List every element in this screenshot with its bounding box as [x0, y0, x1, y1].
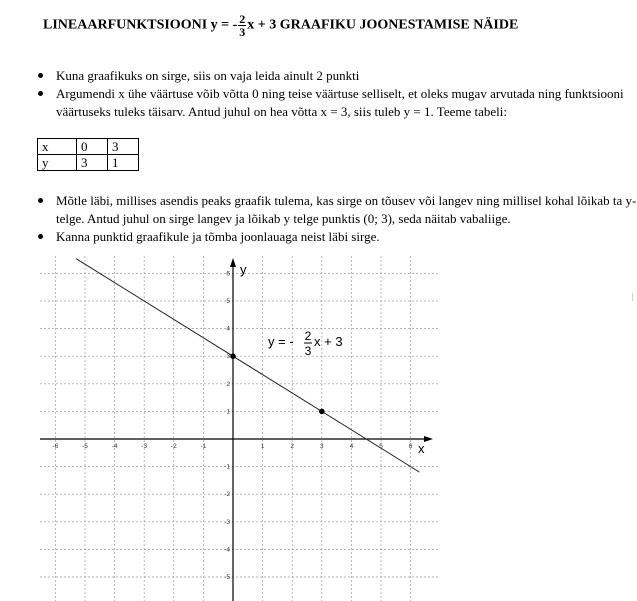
x-tick-label: -4	[111, 443, 118, 450]
data-point	[319, 409, 325, 415]
bullet-list-intro	[20, 67, 637, 121]
heading-fraction-denominator: 3	[239, 25, 246, 39]
function-line	[76, 259, 419, 472]
x-axis-arrow-icon	[424, 436, 433, 442]
x-tick-label: -2	[170, 443, 177, 450]
table-row-y	[38, 155, 139, 171]
y-tick-label: -4	[224, 546, 230, 554]
y-tick-label: 2	[226, 380, 230, 388]
table-row-x	[38, 139, 139, 155]
bullet-item: Kuna graafikuks on sirge, siis on vaja leida ainult 2 punkti	[56, 67, 637, 85]
equation-fraction-numerator: 2	[304, 329, 312, 343]
x-tick-label: 1	[260, 443, 265, 450]
y-tick-label: -2	[224, 491, 230, 499]
table-cell: 3	[108, 139, 139, 155]
y-tick-label: -3	[224, 518, 230, 526]
equation-label-end: x + 3	[314, 334, 343, 349]
heading-fraction-numerator: 2	[239, 12, 246, 26]
equation-fraction-denominator: 3	[304, 344, 312, 358]
y-tick-label: 3	[226, 353, 230, 361]
table-cell: 3	[77, 155, 108, 171]
y-tick-label: 6	[226, 270, 230, 278]
x-tick-label: 6	[408, 443, 413, 450]
y-tick-label: 1	[226, 408, 230, 416]
function-graph	[40, 256, 440, 601]
x-tick-label: -5	[82, 443, 88, 450]
equation-label-start: y = -	[268, 334, 294, 349]
edge-mark	[632, 293, 633, 301]
heading-text-after: x + 3 GRAAFIKU JOONESTAMISE NÄIDE	[247, 17, 519, 33]
table-cell: 0	[77, 139, 108, 155]
y-tick-label: -5	[224, 574, 230, 581]
bullet-list-instructions	[20, 192, 637, 246]
x-axis-label: x	[418, 441, 425, 456]
bullet-item: Mõtle läbi, millises asendis peaks graafik tulema, kas sirge on tõusev või langev ning millisel kohal lõikab ta y-telge. Antud juhul on sirge langev ja lõikab y telge punktis (0; 3), seda näitab vabaliige.	[56, 192, 637, 228]
heading-fraction	[238, 13, 246, 38]
x-tick-label: -1	[200, 443, 207, 450]
table-cell: y	[38, 155, 77, 171]
x-tick-label: 3	[319, 443, 324, 450]
data-point	[230, 353, 236, 359]
x-tick-label: 4	[349, 443, 354, 450]
bullet-item: Argumendi x ühe väärtuse võib võtta 0 ning teise väärtuse selliselt, et oleks mugav arvutada ning funktsiooni väärtuseks tuleks täisarv. Antud juhul on hea võtta x = 3, siis tuleb y = 1. Teeme tabeli:	[56, 85, 637, 121]
x-tick-label: -6	[52, 443, 59, 450]
x-tick-label: 2	[290, 443, 295, 450]
y-tick-label: 5	[226, 298, 230, 305]
page-heading	[43, 13, 633, 38]
y-tick-label: -1	[224, 463, 230, 471]
table-cell: x	[38, 139, 77, 155]
y-axis-label: y	[240, 262, 247, 277]
heading-text-before: LINEAARFUNKTSIOONI y = -	[43, 17, 238, 33]
y-axis-arrow-icon	[230, 258, 236, 267]
value-table	[37, 138, 139, 171]
table-cell: 1	[108, 155, 139, 171]
y-tick-label: 4	[226, 325, 230, 333]
bullet-item: Kanna punktid graafikule ja tõmba joonlauaga neist läbi sirge.	[56, 228, 637, 246]
x-tick-label: 5	[379, 443, 383, 450]
x-tick-label: -3	[141, 443, 148, 450]
